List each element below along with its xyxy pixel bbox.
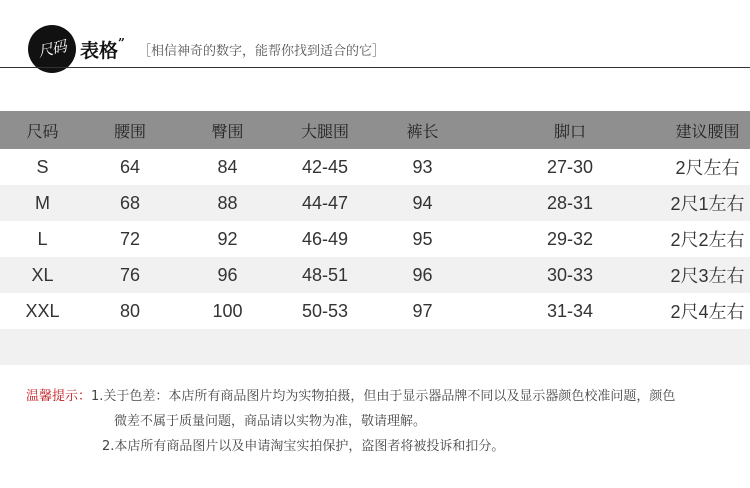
column-header: 裤长 (406, 121, 439, 141)
table-cell: 96 (412, 264, 433, 285)
column-header: 尺码 (26, 121, 59, 141)
size-table (0, 111, 750, 365)
table-cell: 48-51 (301, 264, 349, 285)
table-cell: 2尺3左右 (670, 266, 745, 286)
table-cell: 30-33 (546, 264, 594, 285)
table-row (0, 293, 750, 329)
column-header: 大腿围 (300, 121, 349, 141)
page-title (80, 36, 125, 63)
table-cell: 2尺1左右 (670, 194, 745, 214)
table-cell: 31-34 (546, 300, 594, 321)
column-header: 臀围 (211, 121, 244, 141)
table-row (0, 221, 750, 257)
table-cell: 80 (119, 300, 141, 321)
note-line-2: 微差不属于质量问题，商品请以实物为准，敬请理解。 (114, 414, 427, 429)
table-cell: 76 (119, 264, 141, 285)
table-cell: 29-32 (546, 228, 594, 249)
title-text: 表格 (80, 40, 119, 62)
table-cell: 100 (212, 300, 243, 321)
page-subtitle: ［相信神奇的数字，能帮你找到适合的它］ (138, 44, 386, 59)
logo-text: 尺码 (36, 36, 68, 61)
table-row (0, 257, 750, 293)
table-cell: L (37, 228, 48, 249)
notes-section (26, 384, 736, 459)
table-cell: 27-30 (546, 156, 594, 177)
table-empty-row (0, 329, 750, 365)
note-line-1 (26, 384, 736, 409)
size-logo (28, 25, 76, 73)
table-cell: 72 (119, 228, 141, 249)
table-cell: 97 (412, 300, 433, 321)
table-cell: 84 (217, 156, 238, 177)
table-cell: 68 (119, 192, 141, 213)
column-header: 建议腰围 (675, 121, 740, 141)
table-row (0, 149, 750, 185)
table-row (0, 185, 750, 221)
table-cell: 64 (119, 156, 141, 177)
table-cell: 28-31 (546, 192, 594, 213)
table-cell: 92 (217, 228, 238, 249)
page-header (0, 0, 750, 90)
table-cell: 2尺4左右 (670, 302, 745, 322)
title-mark: ” (118, 36, 125, 50)
note-line-3: 2.本店所有商品图片以及申请淘宝实拍保护，盗图者将被投诉和扣分。 (102, 439, 505, 454)
table-cell: 50-53 (301, 300, 349, 321)
note-text-1: 1.关于色差：本店所有商品图片均为实物拍摄，但由于显示器品牌不同以及显示器颜色校准问题，颜色 (91, 389, 676, 404)
column-header: 腰围 (113, 121, 146, 141)
table-cell: 44-47 (301, 192, 349, 213)
table-cell: 95 (412, 228, 433, 249)
table-cell: 88 (217, 192, 238, 213)
table-cell: S (36, 156, 49, 177)
column-header: 脚口 (553, 121, 586, 141)
table-cell: 2尺左右 (675, 158, 740, 178)
table-cell: 42-45 (301, 156, 349, 177)
table-cell: 94 (412, 192, 433, 213)
table-cell: XXL (25, 300, 60, 321)
table-cell: 93 (412, 156, 433, 177)
table-cell: 2尺2左右 (670, 230, 745, 250)
table-cell: XL (31, 264, 54, 285)
table-cell: 46-49 (301, 228, 349, 249)
table-cell: M (35, 192, 50, 213)
table-cell: 96 (217, 264, 238, 285)
header-divider (0, 67, 750, 68)
table-header-row (0, 111, 750, 149)
notes-label: 温馨提示： (26, 389, 92, 404)
